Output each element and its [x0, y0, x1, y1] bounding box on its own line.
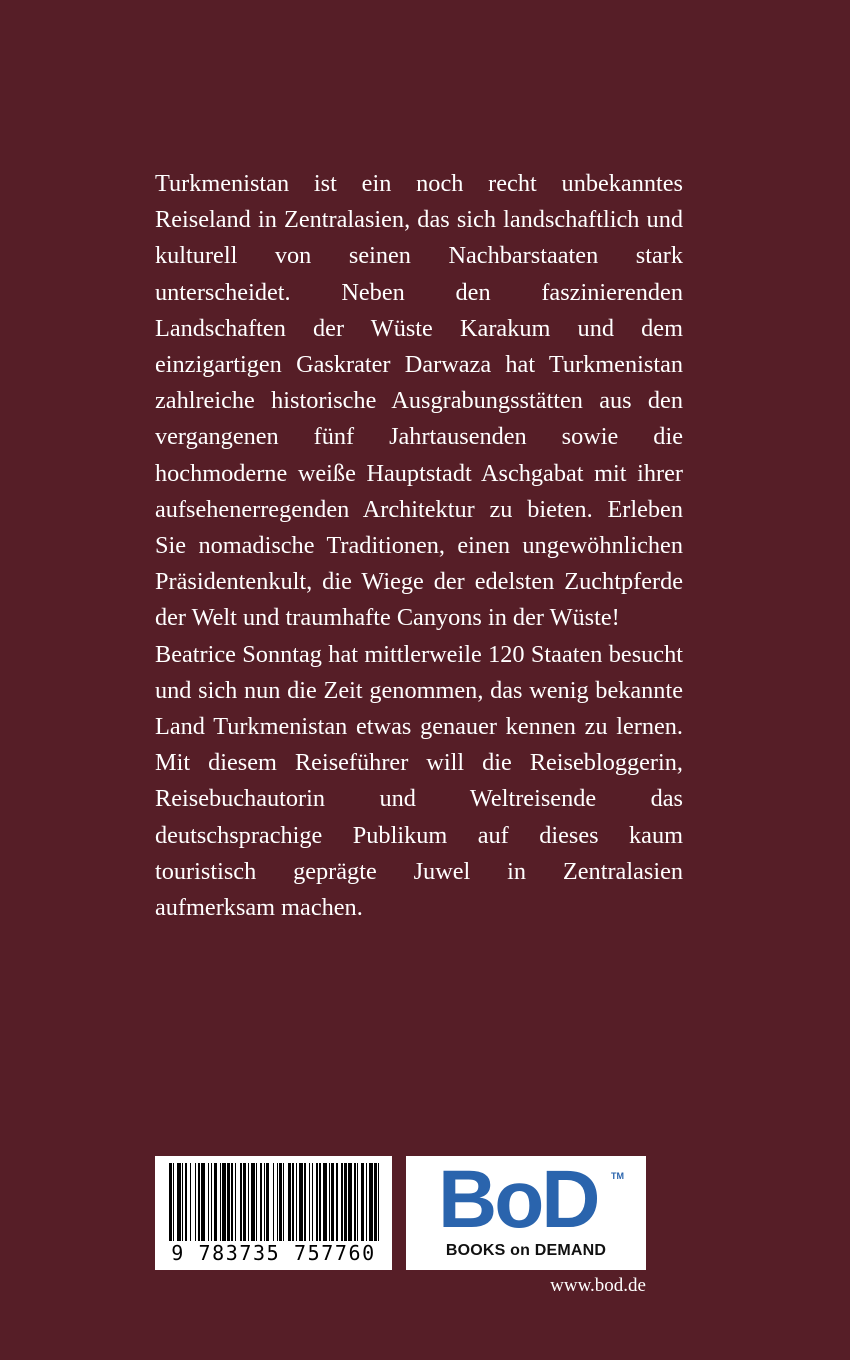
barcode-digits: 9 783735 757760: [171, 1241, 376, 1265]
trademark-mark: TM: [611, 1171, 624, 1181]
blurb-paragraph-description: Turkmenistan ist ein noch recht unbekanntes Reiseland in Zentralasien, das sich landschaftlich und kulturell von seinen Nachbarstaaten stark unterscheidet. Neben den faszinierenden Landschaften der Wüste Karakum und dem einzigartigen Gaskrater Darwaza hat Turkmenistan zahlreiche historische Ausgrabungsstätten aus den vergangenen fünf Jahrtausenden sowie die hochmoderne weiße Hauptstadt Aschgabat mit ihrer aufsehenerregenden Architektur zu bieten. Erleben Sie nomadische Traditionen, einen ungewöhnlichen Präsidentenkult, die Wiege der edelsten Zuchtpferde der Welt und traumhafte Canyons in der Wüste!: [155, 170, 683, 632]
barcode-bars: [169, 1163, 383, 1241]
publisher-tagline: BOOKS on DEMAND: [445, 1242, 607, 1259]
publisher-website: www.bod.de: [550, 1275, 646, 1296]
bod-logo-text: BoD: [438, 1156, 598, 1245]
barcode-bar: [379, 1163, 382, 1241]
blurb-paragraph-author: Beatrice Sonntag hat mittlerweile 120 Staaten besucht und sich nun die Zeit genommen, das wenig bekannte Land Turkmenistan etwas genauer kennen zu lernen. Mit diesem Reiseführer will die Reisebloggerin, Reisebuchautorin und Weltreisende das deutschsprachige Publikum auf dieses kaum touristisch geprägte Juwel in Zentralasien aufmerksam machen.: [155, 640, 683, 922]
blurb-text: [155, 166, 683, 926]
publisher-logo: [406, 1156, 646, 1270]
isbn-barcode: [155, 1156, 392, 1270]
